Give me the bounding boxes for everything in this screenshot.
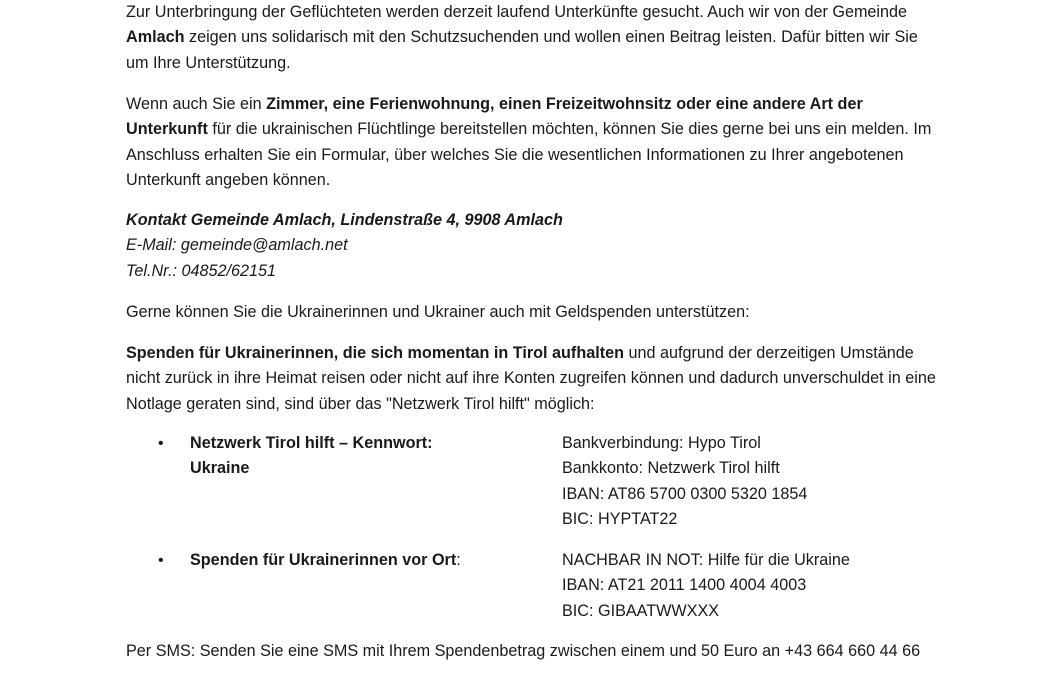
donation-paragraph: [126, 341, 936, 417]
donation-bold: Spenden für Ukrainerinnen, die sich momentan in Tirol aufhalten: [126, 344, 624, 362]
bullet-icon: •: [158, 435, 164, 452]
detail-line: IBAN: AT21 2011 1400 4004 4003: [562, 576, 807, 595]
contact-email: E-Mail: gemeinde@amlach.net: [126, 236, 348, 255]
donation-item-title: [190, 548, 510, 573]
donation-title-suffix: :: [456, 551, 461, 569]
intro-paragraph: [126, 0, 936, 76]
contact-title: Kontakt Gemeinde Amlach, Lindenstraße 4, 9908 Amlach: [126, 211, 563, 229]
detail-line: BIC: GIBAATWWXXX: [562, 601, 720, 620]
sms-paragraph: Per SMS: Senden Sie eine SMS mit Ihrem Spendenbetrag zwischen einem und 50 Euro an +43 664 660 44 66: [126, 642, 921, 660]
contact-phone: Tel.Nr.: 04852/62151: [126, 261, 276, 280]
donation-title-line-1: Spenden für Ukrainerinnen vor Ort: [190, 551, 457, 569]
donation-title-line-2: Ukraine: [190, 459, 250, 478]
accommodation-bold: Zimmer, eine Ferienwohnung, einen Freizeitwohnsitz oder eine andere Art der Unterkunft: [126, 95, 863, 139]
donation-text: und aufgrund der derzeitigen Umstände nicht zurück in ihre Heimat reisen oder nicht auf ihre Konten zugreifen können und dadurch unverschuldet in eine Notlage geraten sind, sind über das "Netzwerk Tirol hilft" möglich:: [126, 344, 936, 413]
donation-intro: Gerne können Sie die Ukrainerinnen und Ukrainer auch mit Geldspenden unterstützen:: [126, 303, 750, 321]
intro-text-2: zeigen uns solidarisch mit den Schutzsuchenden und wollen einen Beitrag leisten. Dafür bitten wir Sie um Ihre Unterstützung.: [126, 28, 918, 72]
donation-item-details: [562, 431, 942, 533]
bullet-icon: •: [158, 552, 164, 569]
donation-item-title: [190, 431, 510, 482]
detail-line: Bankkonto: Netzwerk Tirol hilft: [562, 459, 780, 478]
accommodation-paragraph: [126, 92, 936, 194]
donation-item-details: [562, 548, 942, 624]
detail-line: Bankverbindung: Hypo Tirol: [562, 434, 761, 452]
detail-line: BIC: HYPTAT22: [562, 510, 678, 529]
donation-title-line-1: Netzwerk Tirol hilft – Kennwort:: [190, 434, 433, 452]
accommodation-text-1: Wenn auch Sie ein: [126, 95, 267, 113]
detail-line: NACHBAR IN NOT: Hilfe für die Ukraine: [562, 551, 850, 569]
intro-text-1: Zur Unterbringung der Geflüchteten werden derzeit laufend Unterkünfte gesucht. Auch wir von der Gemeinde: [126, 3, 908, 21]
accommodation-text-2: für die ukrainischen Flüchtlinge bereitstellen möchten, können Sie dies gerne bei uns ein melden. Im Anschluss erhalten Sie ein Formular, über welches Sie die wesentlichen Informationen zu Ihrer angebotenen Unterkunft angeben können.: [126, 120, 932, 190]
intro-bold-amlach: Amlach: [126, 28, 185, 47]
contact-block: [126, 208, 563, 284]
detail-line: IBAN: AT86 5700 0300 5320 1854: [562, 484, 808, 503]
